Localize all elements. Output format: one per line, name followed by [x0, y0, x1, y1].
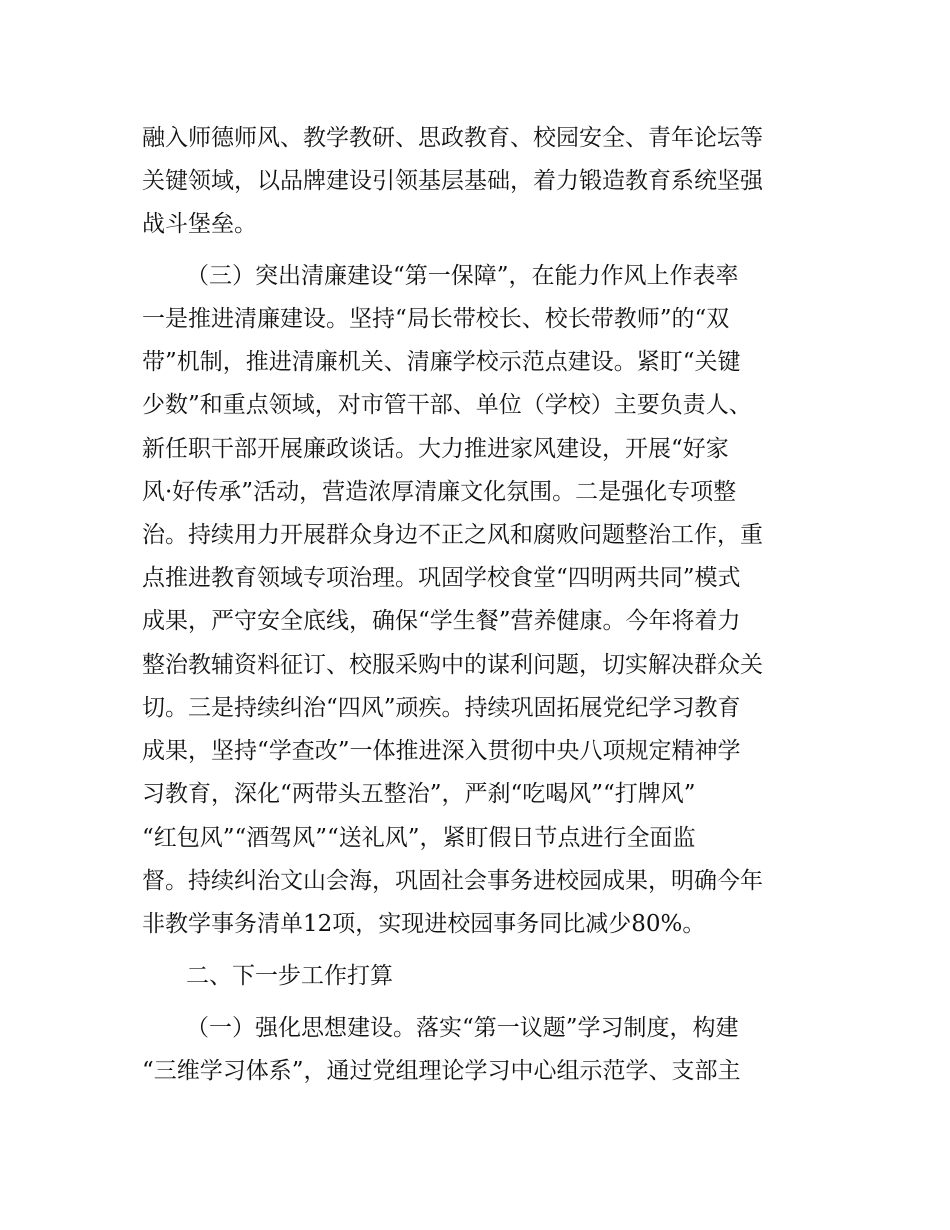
section-heading: 二、下一步工作打算 — [186, 963, 393, 989]
text-line: 整治教辅资料征订、校服采购中的谋利问题，切实解决群众关 — [142, 652, 763, 678]
text-line: 新任职干部开展廉政谈话。大力推进家风建设，开展“好家 — [142, 436, 729, 462]
subsection-heading: （一）强化思想建设。落实“第一议题”学习制度，构建 — [186, 1015, 739, 1041]
text-line: 融入师德师风、教学教研、思政教育、校园安全、青年论坛等 — [142, 125, 763, 151]
text-line: “红包风”“酒驾风”“送礼风”，紧盯假日节点进行全面监 — [142, 825, 696, 851]
text-line: 习教育，深化“两带头五整治”，严刹“吃喝风”“打牌风” — [142, 781, 696, 807]
section-heading: （三）突出清廉建设“第一保障”，在能力作风上作表率 — [186, 263, 739, 289]
text-line: 关键领域，以品牌建设引领基层基础，着力锻造教育系统坚强 — [142, 168, 763, 194]
text-line: 一是推进清廉建设。坚持“局长带校长、校长带教师”的“双 — [142, 306, 730, 332]
text-line: 战斗堡垒。 — [142, 211, 257, 237]
text-line: 成果，严守安全底线，确保“学生餐”营养健康。今年将着力 — [142, 608, 741, 634]
text-line: 少数”和重点领域，对市管干部、单位（学校）主要负责人、 — [142, 392, 752, 418]
text-line: 治。持续用力开展群众身边不正之风和腐败问题整治工作，重 — [142, 522, 763, 548]
text-line: 督。持续纠治文山会海，巩固社会事务进校园成果，明确今年 — [142, 868, 763, 894]
text-line: “三维学习体系”，通过党组理论学习中心组示范学、支部主 — [142, 1058, 741, 1084]
text-line: 点推进教育领域专项治理。巩固学校食堂“四明两共同”模式 — [142, 565, 741, 591]
text-line: 非教学事务清单12项，实现进校园事务同比减少80%。 — [142, 911, 706, 937]
text-line: 成果，坚持“学查改”一体推进深入贯彻中央八项规定精神学 — [142, 738, 741, 764]
text-line: 风·好传承”活动，营造浓厚清廉文化氛围。二是强化专项整 — [142, 479, 737, 505]
text-line: 切。三是持续纠治“四风”顽疾。持续巩固拓展党纪学习教育 — [142, 695, 741, 721]
text-line: 带”机制，推进清廉机关、清廉学校示范点建设。紧盯“关键 — [142, 349, 741, 375]
